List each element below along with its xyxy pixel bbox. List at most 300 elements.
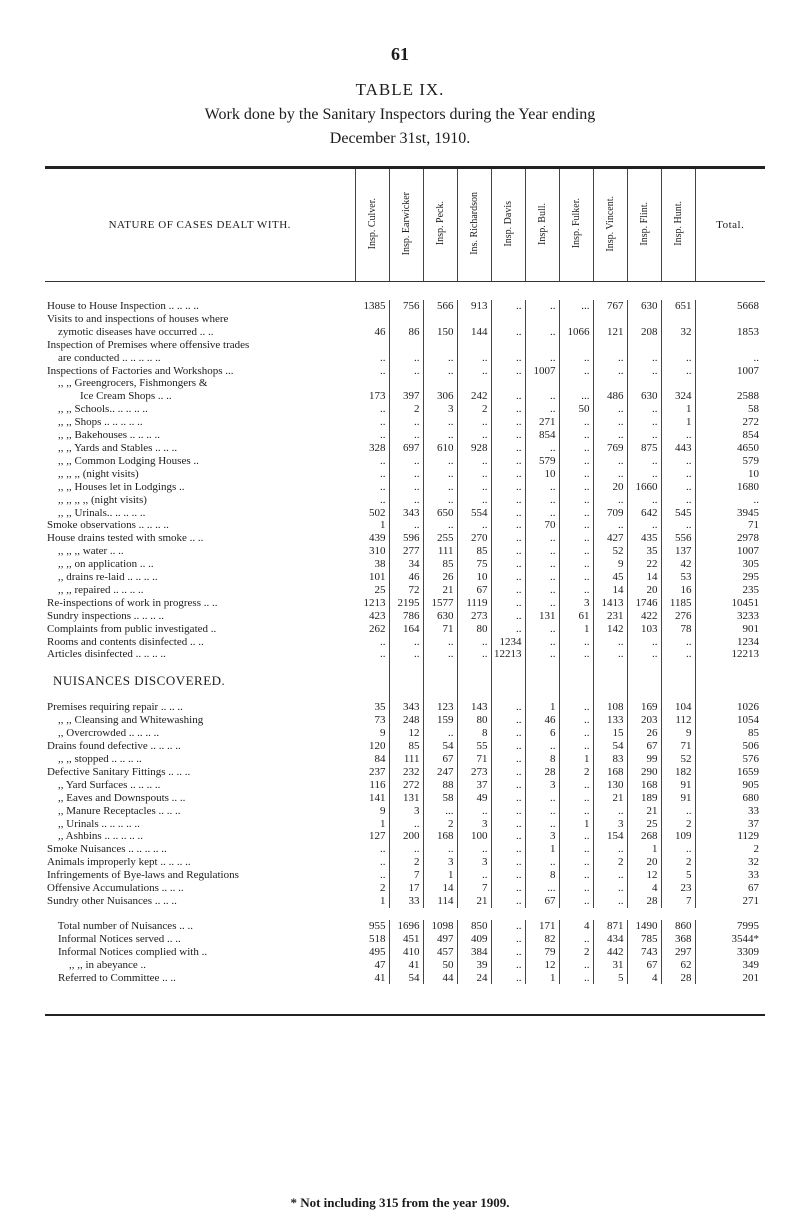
inspector-value-cell: 1: [423, 869, 457, 882]
inspector-value-cell: ..: [491, 365, 525, 378]
inspector-value-cell: 1: [355, 818, 389, 831]
inspector-value-cell: 850: [457, 920, 491, 933]
section-blank-cell: [627, 661, 661, 701]
summary-row: [45, 946, 765, 959]
inspector-value-cell: 21: [457, 895, 491, 908]
inspector-value-cell: 277: [389, 545, 423, 558]
inspector-value-cell: 3: [559, 597, 593, 610]
row-label: ,, ,, Schools.. .. .. .. ..: [47, 403, 148, 416]
inspector-value-cell: ..: [525, 507, 559, 520]
inspector-value-cell: 142: [593, 623, 627, 636]
inspector-value-cell: 4: [627, 972, 661, 985]
inspector-value-cell: 1066: [559, 326, 593, 339]
work-row: [45, 429, 765, 442]
inspector-value-cell: [491, 377, 525, 390]
inspector-value-cell: 47: [355, 959, 389, 972]
inspector-value-cell: 497: [423, 933, 457, 946]
total-value-cell: 2: [753, 843, 759, 856]
total-value-cell: 3309: [737, 945, 759, 958]
row-label: ,, ,, stopped .. .. .. ..: [47, 753, 142, 765]
table-subtitle-line-1: Work done by the Sanitary Inspectors during the Year ending: [204, 106, 596, 123]
inspector-value-cell: ..: [525, 597, 559, 610]
inspector-value-cell: ..: [457, 648, 491, 661]
inspector-value-cell: ..: [491, 597, 525, 610]
inspector-value-cell: [661, 377, 695, 390]
header-inspector: [389, 169, 423, 282]
inspector-value-cell: 4: [627, 882, 661, 895]
header-inspector: [559, 169, 593, 282]
inspector-value-cell: ..: [661, 352, 695, 365]
inspector-value-cell: [627, 339, 661, 352]
inspector-value-cell: ..: [491, 933, 525, 946]
inspector-value-cell: 610: [423, 442, 457, 455]
inspector-value-cell: [593, 313, 627, 326]
inspector-value-cell: 630: [627, 300, 661, 313]
inspector-value-cell: 123: [423, 701, 457, 714]
inspector-value-cell: 9: [593, 558, 627, 571]
inspector-value-cell: ..: [593, 403, 627, 416]
nuisance-row: [45, 869, 765, 882]
inspector-value-cell: 769: [593, 442, 627, 455]
inspector-value-cell: ..: [389, 416, 423, 429]
inspector-value-cell: 133: [593, 714, 627, 727]
inspector-value-cell: 168: [423, 830, 457, 843]
inspector-value-cell: ..: [491, 972, 525, 985]
row-label: Visits to and inspections of houses where: [47, 312, 229, 325]
inspector-value-cell: 743: [627, 946, 661, 959]
inspector-value-cell: 1660: [627, 481, 661, 494]
inspector-value-cell: ..: [423, 468, 457, 481]
inspector-value-cell: 16: [661, 584, 695, 597]
inspector-value-cell: 650: [423, 507, 457, 520]
work-row: [45, 326, 765, 339]
row-label: Defective Sanitary Fittings .. .. ..: [47, 765, 191, 778]
total-value-cell: 506: [742, 740, 759, 753]
inspector-value-cell: 86: [389, 326, 423, 339]
header-inspector: [423, 169, 457, 282]
total-value-cell: 32: [748, 856, 759, 869]
total-value-cell: ..: [753, 493, 759, 506]
footnote: * Not including 315 from the year 1909.: [290, 1195, 510, 1210]
inspector-value-cell: ..: [559, 933, 593, 946]
total-value-cell: 1007: [737, 545, 759, 558]
inspector-value-cell: 651: [661, 300, 695, 313]
inspector-value-cell: 50: [559, 403, 593, 416]
inspector-value-cell: 71: [661, 740, 695, 753]
inspector-value-cell: ..: [559, 442, 593, 455]
inspector-value-cell: 3: [525, 830, 559, 843]
inspector-value-cell: [457, 339, 491, 352]
inspector-value-cell: ..: [355, 429, 389, 442]
inspector-value-cell: 104: [661, 701, 695, 714]
inspector-value-cell: [491, 313, 525, 326]
total-value-cell: 680: [742, 791, 759, 804]
work-row: [45, 519, 765, 532]
section-blank-cell: [661, 661, 695, 701]
nuisance-row: [45, 805, 765, 818]
inspector-value-cell: 67: [457, 584, 491, 597]
inspector-value-cell: ..: [559, 869, 593, 882]
header-inspector: [355, 169, 389, 282]
inspector-value-cell: 2: [661, 818, 695, 831]
inspector-value-cell: ...: [525, 882, 559, 895]
row-label: ,, ,, Bakehouses .. .. .. ..: [47, 429, 161, 442]
inspector-value-cell: 566: [423, 300, 457, 313]
inspector-value-cell: 554: [457, 507, 491, 520]
inspector-value-cell: 50: [423, 959, 457, 972]
inspector-value-cell: 3: [593, 818, 627, 831]
inspector-value-cell: 6: [525, 727, 559, 740]
work-row: [45, 623, 765, 636]
inspector-value-cell: ..: [525, 532, 559, 545]
nuisances-section-row: [45, 661, 765, 701]
row-label: Offensive Accumulations .. .. ..: [47, 882, 184, 895]
total-value-cell: 1234: [737, 635, 759, 648]
inspector-value-cell: 556: [661, 532, 695, 545]
inspector-value-cell: ..: [559, 365, 593, 378]
inspector-value-cell: 85: [457, 545, 491, 558]
inspector-value-cell: ..: [627, 429, 661, 442]
inspector-value-cell: ...: [423, 805, 457, 818]
total-value-cell: 1007: [737, 364, 759, 377]
inspector-value-cell: ..: [491, 740, 525, 753]
header-inspector-label: Insp. Vincent.: [604, 195, 616, 252]
inspector-value-cell: 1: [661, 403, 695, 416]
inspector-value-cell: ..: [491, 403, 525, 416]
section-blank-cell: [389, 661, 423, 701]
inspector-value-cell: ..: [525, 300, 559, 313]
summary-row: [45, 920, 765, 933]
total-value-cell: 7995: [737, 919, 759, 932]
inspector-value-cell: ..: [661, 429, 695, 442]
inspector-value-cell: ..: [423, 494, 457, 507]
inspector-value-cell: 1: [559, 753, 593, 766]
inspector-value-cell: ..: [525, 636, 559, 649]
spacer-cell: [45, 282, 765, 301]
section-blank-cell: [355, 661, 389, 701]
inspector-value-cell: 3: [423, 856, 457, 869]
row-label: Referred to Committee .. ..: [47, 971, 176, 984]
inspector-value-cell: ..: [491, 352, 525, 365]
inspector-value-cell: 33: [389, 895, 423, 908]
inspector-value-cell: 854: [525, 429, 559, 442]
inspector-value-cell: 875: [627, 442, 661, 455]
inspector-value-cell: ..: [559, 701, 593, 714]
inspector-value-cell: 3: [457, 856, 491, 869]
inspector-value-cell: 54: [389, 972, 423, 985]
inspector-value-cell: 272: [389, 779, 423, 792]
work-row: [45, 532, 765, 545]
row-label: ,, Manure Receptacles .. .. ..: [47, 804, 181, 817]
nuisance-row: [45, 830, 765, 843]
inspector-value-cell: ..: [423, 416, 457, 429]
total-value-cell: 10451: [731, 596, 759, 609]
total-value-cell: 10: [748, 467, 759, 480]
inspector-value-cell: ..: [491, 558, 525, 571]
work-row: [45, 442, 765, 455]
inspector-value-cell: ..: [355, 856, 389, 869]
inspector-value-cell: 112: [661, 714, 695, 727]
inspector-value-cell: 49: [457, 792, 491, 805]
inspector-value-cell: 1: [525, 701, 559, 714]
inspector-value-cell: ..: [525, 545, 559, 558]
inspector-value-cell: [661, 313, 695, 326]
inspector-value-cell: 397: [389, 390, 423, 403]
inspector-value-cell: ..: [355, 636, 389, 649]
inspector-value-cell: [525, 313, 559, 326]
inspector-value-cell: ..: [355, 869, 389, 882]
section-blank-cell: [559, 661, 593, 701]
inspector-value-cell: 2195: [389, 597, 423, 610]
inspector-value-cell: [559, 339, 593, 352]
inspector-value-cell: 12: [525, 959, 559, 972]
inspector-value-cell: ..: [525, 623, 559, 636]
inspector-value-cell: 44: [423, 972, 457, 985]
inspector-value-cell: ..: [559, 429, 593, 442]
inspector-value-cell: [423, 313, 457, 326]
total-value-cell: 271: [742, 894, 759, 907]
inspector-value-cell: 14: [593, 584, 627, 597]
inspector-value-cell: ..: [593, 468, 627, 481]
inspector-value-cell: ..: [457, 416, 491, 429]
inspector-value-cell: [593, 339, 627, 352]
inspector-value-cell: ..: [389, 365, 423, 378]
inspector-value-cell: [423, 377, 457, 390]
total-value-cell: 1054: [737, 714, 759, 727]
inspector-value-cell: ..: [661, 455, 695, 468]
inspector-value-cell: ..: [491, 623, 525, 636]
inspector-value-cell: 35: [627, 545, 661, 558]
work-row: [45, 636, 765, 649]
total-value-cell: 854: [742, 429, 759, 442]
work-row: [45, 403, 765, 416]
inspector-value-cell: ..: [423, 727, 457, 740]
inspector-value-cell: 103: [627, 623, 661, 636]
inspector-value-cell: 20: [627, 856, 661, 869]
inspector-value-cell: 12: [627, 869, 661, 882]
row-label: Sundry inspections .. .. .. ..: [47, 609, 165, 622]
inspector-value-cell: 2: [355, 882, 389, 895]
inspector-value-cell: 2: [559, 766, 593, 779]
total-value-cell: 71: [748, 519, 759, 532]
inspector-value-cell: 14: [423, 882, 457, 895]
row-label: ,, Eaves and Downspouts .. ..: [47, 791, 186, 804]
inspector-value-cell: ..: [491, 959, 525, 972]
work-row: [45, 558, 765, 571]
inspector-value-cell: 3: [423, 403, 457, 416]
total-value-cell: 295: [742, 571, 759, 584]
inspector-value-cell: 101: [355, 571, 389, 584]
inspector-value-cell: 2: [389, 856, 423, 869]
inspector-value-cell: ..: [389, 481, 423, 494]
inspector-value-cell: ..: [559, 455, 593, 468]
row-label: ,, ,, ,, (night visits): [47, 467, 139, 480]
inspector-value-cell: ..: [525, 648, 559, 661]
inspector-value-cell: ..: [627, 494, 661, 507]
nuisance-row: [45, 714, 765, 727]
work-row: [45, 610, 765, 623]
inspector-value-cell: 32: [661, 326, 695, 339]
inspector-value-cell: ..: [559, 519, 593, 532]
work-row: [45, 584, 765, 597]
inspector-value-cell: [661, 339, 695, 352]
inspector-value-cell: 1: [627, 843, 661, 856]
inspector-value-cell: 248: [389, 714, 423, 727]
inspector-value-cell: ..: [491, 584, 525, 597]
inspector-value-cell: 17: [389, 882, 423, 895]
row-label: ,, ,, ,, water .. ..: [47, 545, 124, 558]
inspector-value-cell: 80: [457, 623, 491, 636]
inspector-value-cell: ..: [559, 584, 593, 597]
inspector-value-cell: 25: [355, 584, 389, 597]
inspector-value-cell: ..: [355, 365, 389, 378]
spacer-cell: [45, 984, 765, 1014]
total-value-cell: 33: [748, 869, 759, 882]
inspection-table: [45, 169, 765, 1014]
row-label: ,, Urinals .. .. .. .. ..: [47, 817, 140, 830]
inspector-value-cell: 767: [593, 300, 627, 313]
total-value-cell: 579: [742, 454, 759, 467]
inspector-value-cell: ..: [593, 494, 627, 507]
inspector-value-cell: ..: [423, 636, 457, 649]
inspector-value-cell: ..: [661, 843, 695, 856]
inspector-value-cell: 1696: [389, 920, 423, 933]
inspector-value-cell: ..: [593, 416, 627, 429]
row-label: Smoke Nuisances .. .. .. .. ..: [47, 843, 167, 856]
nuisance-row: [45, 701, 765, 714]
inspector-value-cell: 423: [355, 610, 389, 623]
inspector-value-cell: ..: [525, 792, 559, 805]
inspector-value-cell: 384: [457, 946, 491, 959]
inspector-value-cell: 596: [389, 532, 423, 545]
inspector-value-cell: 642: [627, 507, 661, 520]
inspector-value-cell: ..: [661, 481, 695, 494]
inspector-value-cell: 427: [593, 532, 627, 545]
total-value-cell: 2588: [737, 390, 759, 403]
inspector-value-cell: ..: [627, 468, 661, 481]
inspector-value-cell: 131: [389, 792, 423, 805]
row-label: zymotic diseases have occurred .. ..: [47, 325, 214, 338]
inspector-value-cell: ..: [627, 352, 661, 365]
inspector-value-cell: 54: [423, 740, 457, 753]
inspector-value-cell: ..: [627, 403, 661, 416]
inspector-value-cell: 73: [355, 714, 389, 727]
inspector-value-cell: ..: [627, 519, 661, 532]
inspector-value-cell: 85: [423, 558, 457, 571]
inspector-value-cell: ..: [491, 882, 525, 895]
inspector-value-cell: 22: [627, 558, 661, 571]
inspector-value-cell: 79: [525, 946, 559, 959]
inspector-value-cell: 630: [627, 390, 661, 403]
inspector-value-cell: ..: [525, 584, 559, 597]
inspector-value-cell: 1490: [627, 920, 661, 933]
inspector-value-cell: ..: [559, 636, 593, 649]
inspector-value-cell: 1746: [627, 597, 661, 610]
inspector-value-cell: ..: [525, 494, 559, 507]
inspector-value-cell: 237: [355, 766, 389, 779]
section-blank-cell: [525, 661, 559, 701]
total-value-cell: 905: [742, 778, 759, 791]
inspector-value-cell: 26: [627, 727, 661, 740]
row-label: ,, ,, repaired .. .. .. ..: [47, 583, 144, 596]
inspector-value-cell: 439: [355, 532, 389, 545]
inspector-value-cell: 435: [627, 532, 661, 545]
inspector-value-cell: ..: [491, 455, 525, 468]
inspector-value-cell: ..: [491, 326, 525, 339]
inspector-value-cell: ..: [559, 714, 593, 727]
inspector-value-cell: 203: [627, 714, 661, 727]
inspector-value-cell: 434: [593, 933, 627, 946]
row-label: Drains found defective .. .. .. ..: [47, 740, 181, 753]
total-value-cell: 67: [748, 882, 759, 895]
row-label: House drains tested with smoke .. ..: [47, 532, 204, 545]
inspector-value-cell: 1: [355, 519, 389, 532]
work-row: [45, 352, 765, 365]
inspector-value-cell: 545: [661, 507, 695, 520]
inspector-value-cell: 75: [457, 558, 491, 571]
inspector-value-cell: 82: [525, 933, 559, 946]
nuisance-row: [45, 792, 765, 805]
work-row: [45, 468, 765, 481]
inspector-value-cell: 2: [559, 946, 593, 959]
row-label: Informal Notices served .. ..: [47, 932, 181, 945]
row-label: ,, ,, ,, ,, (night visits): [47, 493, 147, 506]
inspector-value-cell: ..: [491, 818, 525, 831]
inspector-value-cell: 10: [525, 468, 559, 481]
inspector-value-cell: 28: [525, 766, 559, 779]
inspector-value-cell: ..: [559, 532, 593, 545]
inspector-value-cell: ..: [491, 610, 525, 623]
inspector-value-cell: 232: [389, 766, 423, 779]
inspector-value-cell: 169: [627, 701, 661, 714]
inspector-value-cell: ..: [491, 946, 525, 959]
inspector-value-cell: ..: [457, 352, 491, 365]
inspector-value-cell: 130: [593, 779, 627, 792]
inspector-value-cell: 111: [389, 753, 423, 766]
inspector-value-cell: ..: [355, 494, 389, 507]
inspector-value-cell: ..: [661, 365, 695, 378]
header-inspector-label: Insp. Flint.: [638, 201, 650, 246]
section-blank-cell: [423, 661, 457, 701]
inspector-value-cell: 5: [661, 869, 695, 882]
inspector-value-cell: ..: [491, 805, 525, 818]
inspector-value-cell: ...: [559, 390, 593, 403]
total-value-cell: 58: [748, 403, 759, 416]
row-label: ,, ,, Urinals.. .. .. .. ..: [47, 506, 146, 519]
inspector-value-cell: ..: [559, 545, 593, 558]
inspector-value-cell: ..: [491, 830, 525, 843]
inspector-value-cell: 1213: [355, 597, 389, 610]
inspector-value-cell: 1: [661, 416, 695, 429]
inspector-value-cell: 52: [661, 753, 695, 766]
inspector-value-cell: 579: [525, 455, 559, 468]
table-subtitle-line-2: December 31st, 1910.: [329, 130, 471, 147]
total-value-cell: 201: [742, 971, 759, 984]
inspector-value-cell: 62: [661, 959, 695, 972]
inspector-value-cell: 3: [389, 805, 423, 818]
inspector-value-cell: ..: [559, 468, 593, 481]
inspector-value-cell: 200: [389, 830, 423, 843]
inspector-value-cell: 85: [389, 740, 423, 753]
work-row: [45, 313, 765, 326]
header-inspector: [491, 169, 525, 282]
inspector-value-cell: ..: [559, 740, 593, 753]
table-bottom-rule: [45, 1014, 765, 1016]
header-inspector-label: Ins. Richardson: [468, 192, 480, 255]
nuisance-row: [45, 779, 765, 792]
header-inspector-label: Insp. Culver.: [366, 197, 378, 250]
inspector-value-cell: 15: [593, 727, 627, 740]
